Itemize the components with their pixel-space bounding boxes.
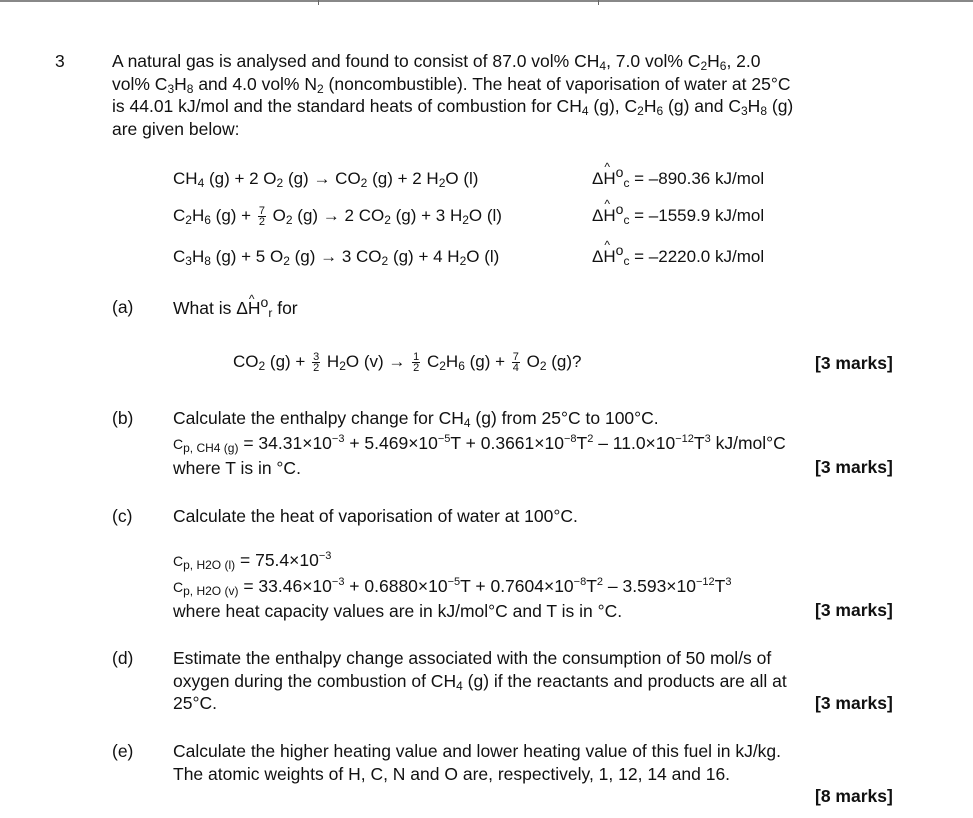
reaction-2-dh: Δ^ $H^o_c = -1559.9$ kJ/mol [592,206,764,226]
part-a-text: What is Δ^ $H^o_r$ for [173,297,298,320]
part-d-line-3: 25°C. [173,693,217,713]
reaction-3-dh: Δ^ $H^o_c = -2220.0$ kJ/mol [592,247,764,267]
part-e-line-2: The atomic weights of H, C, N and O are, respectively, 1, 12, 14 and 16. [173,763,731,784]
reaction-1-dh: Δ^ $H^o_c = -890.36$ kJ/mol [592,169,764,189]
part-d-line-2: oxygen during the combustion of $CH_4$ (g) if the reactants and products are all at [173,670,787,693]
intro-line-2: vol% $C_3H_8$ and 4.0 vol% $N_2$ (noncombustible). The heat of vaporisation of water at 25°C [112,73,791,96]
part-a-label: (a) [112,297,134,317]
part-c-note: where heat capacity values are in kJ/mol°C and T is in °C. [173,601,623,621]
part-b-note: where T is in °C. [173,458,301,478]
part-e-marks: [8 marks] [815,786,893,806]
part-e-label: (e) [112,741,134,761]
part-d-marks: [3 marks] [815,693,893,713]
part-b-cp: $C_{p, CH4 (g)} = 34.31\times 10^{-3} + 5.469\times 10^{-5}T + 0.3661\times 10^{-8}T^2 - 11.0\times 10^{-12}T^3$ kJ/mol°C [173,433,786,455]
part-d-label: (d) [112,648,134,668]
intro-line-1: A natural gas is analysed and found to consist of 87.0 vol% $CH_4$, 7.0 vol% $C_2H_6$, 2.0 [112,51,761,73]
top-rule [0,0,973,2]
fraction-7-2: $\frac{7}{2}$ [258,205,265,229]
question-number: 3 [55,51,65,71]
part-e-text [173,740,781,785]
question-intro [112,50,902,140]
part-b-label: (b) [112,408,134,428]
top-rule-tick [318,0,319,5]
part-d-text [173,647,787,715]
reaction-2: $C_2H_6$ (g) + $\frac{7}{2}$ $O_2$ (g) → 2 $CO_2$ (g) + 3 $H_2O$ (l) [173,205,502,229]
part-c-label: (c) [112,506,133,526]
top-rule-tick [598,0,599,5]
part-b-marks: [3 marks] [815,457,893,477]
part-a-marks: [3 marks] [815,353,893,373]
part-b-text: Calculate the enthalpy change for $CH_4$ (g) from 25°C to 100°C. [173,408,659,430]
part-d-line-1: Estimate the enthalpy change associated with the consumption of 50 mol/s of [173,648,772,668]
reaction-1: $CH_4$ (g) + 2 $O_2$ $(g) \to CO_2$ (g) + 2 $H_2O$ (l) [173,169,479,190]
intro-line-4: are given below: [112,118,240,139]
intro-line-3: is 44.01 kJ/mol and the standard heats of combustion for $CH_4$ (g), $C_2H_6$ (g) and $C_3H_8$ (g) [112,96,794,118]
part-c-marks: [3 marks] [815,600,893,620]
part-c-text: Calculate the heat of vaporisation of water at 100°C. [173,506,578,526]
part-e-line-1: Calculate the higher heating value and lower heating value of this fuel in kJ/kg. [173,741,782,761]
reaction-3: $C_3H_8$ (g) + 5 $O_2$ (g) → 3 $CO_2$ (g) + 4 $H_2O$ (l) [173,247,500,268]
part-c-cp-liquid: $C_{p, H2O (l)} = 75.4\times 10^{-3}$ [173,550,332,572]
part-a-equation: $CO_2$ (g) + $\frac{3}{2}$ $H_2O$ (v) → $\frac{1}{2}$ $C_2H_6$ (g) + $\frac{7}{4}$ $O_2$ (g)? [233,351,582,375]
part-c-cp-vapour: $C_{p, H2O (v)} = 33.46\times 10^{-3} + 0.6880\times 10^{-5}T + 0.7604\times 10^{-8}T^2 - 3.593\times 10^{-12}T^3$ [173,576,732,598]
